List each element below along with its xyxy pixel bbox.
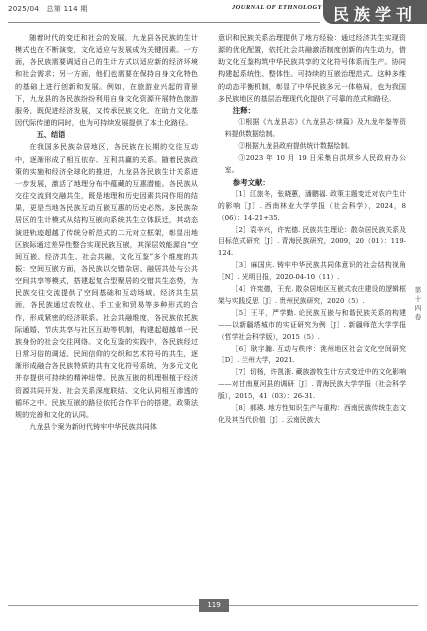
header-rule <box>8 22 320 23</box>
references-title: 参考文献： <box>232 177 270 187</box>
note-item: ①根据《九龙县志》《九龙县志·续篇》及九龙年鉴等资料提供数据绘制。 <box>224 118 406 138</box>
sidebar-char: 四 <box>414 304 422 312</box>
journal-brand-banner <box>323 0 427 24</box>
sidebar-char: 十 <box>414 295 422 303</box>
reference-item: ［3］麻国庆. 铸牢中华民族共同体意识的社会结构视角［N］. 光明日报，2020-04-10（11）. <box>218 261 406 282</box>
reference-item: ［6］耿宇瀚. 互动与秩序：洮州地区社会文化空间研究［D］. 兰州大学，2021. <box>218 344 406 365</box>
volume-sidebar <box>413 286 423 322</box>
issue-label: 2025/04 总第 114 期 <box>8 5 88 13</box>
reference-item: ［2］袁辛兴，许宪德. 民族共生理论：散杂居民族关系及目标范式研究［J］. 青海民族研究，2009，20（01）：119-124. <box>218 225 406 258</box>
sidebar-char: 卷 <box>414 313 422 321</box>
left-paragraph-3: 九龙县个案为新时代铸牢中华民族共同体 <box>29 422 157 431</box>
journal-brand-text: 民族学刊 <box>333 5 418 24</box>
reference-item: ［7］切杨，许凯浙. 藏族游牧生计方式变迁中的文化影响——对甘南夏河县的调研［J］. 青海民族大学学报（社会科学版），2015，41（03）：26-31. <box>218 368 406 401</box>
left-paragraph-1: 随着时代的变迁和社会的发展，九龙县各民族的生计模式也在不断演变，文化适应与发展成为关键因素。一方面，各民族需要调适自己的生计方式以适应新的经济环境和社会需求；另一方面，他们也需要在保持自身文化特色的基础上进行创新和发展。例如，在旅游业兴起的背景下，九龙县的各民族纷纷利用自身文化资源开展特色旅游服务，既促进经济发展，又传承民族文化，在助力文化基因代际传递的同时，也为可持续发展提供了本土化路径。 <box>15 33 198 128</box>
notes-title: 注释： <box>232 105 255 115</box>
journal-name: JOURNAL OF ETHNOLOGY <box>232 4 322 11</box>
reference-item: ［1］江旅冬，张晓蕙，潘鹏福. 政策主题变迁对农户生计的影响［J］. 西南林业大学学报（社会科学），2024，8（06）：14-21+35. <box>218 189 406 222</box>
left-paragraph-2: 在我国多民族杂居地区，各民族在长期的交往互动中，逐渐形成了相互依存、互利共赢的关系。随着民族政策的实施和经济全球化的推进，九龙县各民族生计关系进一步发展，激活了地理分布中蕴藏的互惠潜能。各民族从交往交流到交融共生，既是地理和历史因素共同作用的结果，更是当地各民族互动互嵌互惠的历史必然。多民族杂居区的生计模式从结构互嵌向系统共生立体跃迁，其动态演进轨迹超越了传统分析范式的二元对立框架，彰显出地区族际通过差异性整合实现民族互嵌，其深层效能源自“空间互嵌、经济共生、社会共融、文化互鉴”多个维度的共振：空间互嵌方面，各民族以交错杂居、融居共处与公共空间共享等模式，搭建起复合型聚居的交错共生态势，为民族交往交流提供了空间基础和互动场域。经济共生层面，各民族通过农牧业、手工业和贸易等多种形式的合作，形成紧密的经济联系。社会共融维度，各民族依托族际通婚、节庆共享与社区互助等机制，构建起超越单一民族身份的社会交往网络。文化互鉴的实践中，各民族经过日常习俗的调适、民间信仰的交织和艺术符号的共生，逐渐形成融合各民族特质的共有文化符号系统，为多元文化并存提供可持续的精神纽带。民族互嵌的机理根植于经济资源共同开发、社会关系深度联结、文化认同相互渗透的循环之中。民族互嵌的路径依托合作平台的搭建，政策法规的完善和文化的认同。 <box>15 142 198 419</box>
right-column <box>218 32 406 427</box>
page-number: 119 <box>199 599 229 612</box>
note-item: ②根据九龙县政府提供统计数据绘制。 <box>238 141 354 150</box>
reference-item: ［8］郝瑛. 地方性知识生产与重构：西南民族传统生态文化及其当代价值［J］. 云南民族大 <box>218 404 406 424</box>
reference-item: ［4］许宪德，王充. 散杂居地区互嵌式农庄建设的逻辑框架与实践反思［J］. 贵州民族研究，2020（5）. <box>218 285 406 305</box>
reference-item: ［5］王平，严学勤. 论民族互嵌与和谐民族关系的构建——以新疆塔城市的实证研究为例［J］. 新疆师范大学学报（哲学社会科学版），2015（5）. <box>218 308 406 341</box>
note-item: ③2023 年 10 月 19 日采集自洪坝乡人民政府办公室。 <box>224 153 406 174</box>
right-paragraph-1: 意识和民族关系治理提供了地方经验：通过经济共生实现资源的优化配置，依托社会共融激活制度创新的内生动力，借助文化互鉴构筑中华民族共享的文化符号体系而生产。协同构建起系统性、整体性、可持续的互嵌治理范式。这种多维的动态平衡机制，彰显了中华民族多元一体格局，也为我国多民族地区的基层治理现代化提供了可靠的范式和路径。 <box>218 33 406 103</box>
left-column <box>15 32 198 433</box>
sidebar-char: 第 <box>414 286 422 294</box>
page-header <box>0 0 427 24</box>
section-title: 五、结语 <box>36 130 66 140</box>
